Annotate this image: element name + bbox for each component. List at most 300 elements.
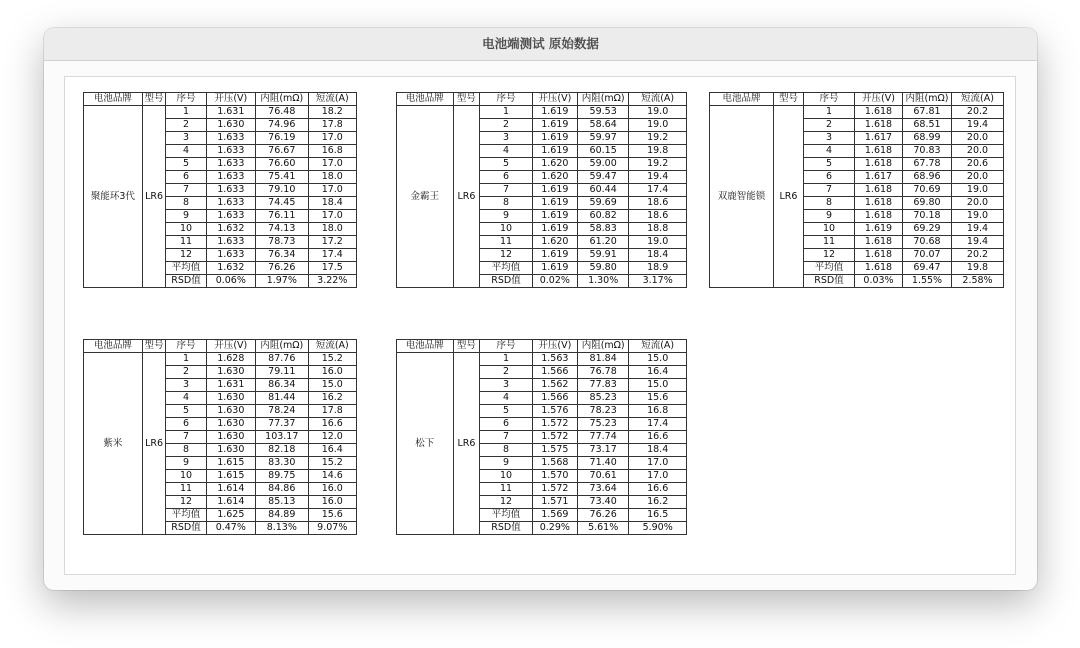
table-cell: 20.0 [952, 197, 1004, 210]
table-cell: 1.628 [206, 353, 255, 366]
table-cell: 76.26 [256, 262, 309, 275]
table-cell: 1.630 [206, 366, 255, 379]
table-cell: 20.0 [952, 145, 1004, 158]
table-cell: 2.58% [952, 275, 1004, 288]
table-cell: 70.68 [903, 236, 952, 249]
table-cell: 0.02% [532, 275, 577, 288]
table-cell: 81.44 [256, 392, 309, 405]
table-cell: 67.78 [903, 158, 952, 171]
table-cell: 15.2 [308, 457, 356, 470]
table-cell: 10 [804, 223, 855, 236]
table-cell: 76.78 [577, 366, 628, 379]
table-cell: 16.8 [629, 405, 687, 418]
table-cell: 8 [804, 197, 855, 210]
table-cell: 0.47% [206, 522, 255, 535]
table-cell: 85.23 [577, 392, 628, 405]
table-cell: 16.2 [308, 392, 356, 405]
table-cell: 79.10 [256, 184, 309, 197]
table-cell: 1.619 [532, 119, 577, 132]
table-cell: RSD值 [480, 522, 532, 535]
table-cell: 20.0 [952, 132, 1004, 145]
table-cell: 1.566 [532, 392, 577, 405]
table-cell: 87.76 [256, 353, 309, 366]
table-cell: 17.0 [629, 470, 687, 483]
table-cell: 3 [166, 379, 206, 392]
table-cell: 68.96 [903, 171, 952, 184]
table-cell: 59.00 [577, 158, 628, 171]
table-cell: 15.0 [629, 353, 687, 366]
table-cell: 1.633 [206, 158, 255, 171]
table-cell: 16.4 [308, 444, 356, 457]
table-cell: 5 [480, 158, 532, 171]
table-cell: 16.0 [308, 366, 356, 379]
column-header: 短流(A) [629, 340, 687, 353]
table-cell: 3 [480, 379, 532, 392]
table-cell: 2 [480, 366, 532, 379]
battery-table [83, 339, 357, 535]
table-cell: 18.8 [629, 223, 687, 236]
table-cell: 76.19 [256, 132, 309, 145]
table-cell: 12 [804, 249, 855, 262]
brand-cell: 双鹿智能锁 [710, 106, 774, 288]
table-cell: 19.4 [952, 223, 1004, 236]
table-cell: 70.83 [903, 145, 952, 158]
table-cell: 19.0 [952, 210, 1004, 223]
column-header: 电池品牌 [84, 340, 143, 353]
table-cell: 20.2 [952, 249, 1004, 262]
table-cell: 4 [804, 145, 855, 158]
table-cell: 1.575 [532, 444, 577, 457]
table-cell: 5.90% [629, 522, 687, 535]
table-cell: 59.47 [577, 171, 628, 184]
table-cell: 1.630 [206, 405, 255, 418]
table-cell: 73.40 [577, 496, 628, 509]
table-cell: 76.48 [256, 106, 309, 119]
table-cell: 6 [480, 418, 532, 431]
table-cell: 78.24 [256, 405, 309, 418]
table-cell: 59.53 [577, 106, 628, 119]
table-cell: 17.2 [308, 236, 356, 249]
battery-table [709, 92, 1004, 288]
table-cell: 9 [480, 210, 532, 223]
table-cell: 74.13 [256, 223, 309, 236]
table-cell: 2 [166, 119, 206, 132]
model-cell: LR6 [142, 106, 166, 288]
table-cell: 85.13 [256, 496, 309, 509]
table-cell: 58.64 [577, 119, 628, 132]
table-cell: 1.618 [855, 197, 903, 210]
table-cell: 16.2 [629, 496, 687, 509]
table-header-row [397, 93, 687, 106]
column-header: 短流(A) [308, 340, 356, 353]
table-cell: 1.619 [855, 223, 903, 236]
table-cell: 7 [166, 431, 206, 444]
table-cell: 6 [166, 171, 206, 184]
table-cell: 8 [480, 444, 532, 457]
table-cell: 1.571 [532, 496, 577, 509]
model-cell: LR6 [453, 106, 480, 288]
table-cell: 71.40 [577, 457, 628, 470]
table-cell: 18.6 [629, 210, 687, 223]
table-cell: 82.18 [256, 444, 309, 457]
table-row [397, 106, 687, 119]
table-cell: 1.631 [206, 379, 255, 392]
column-header: 内阻(mΩ) [256, 340, 309, 353]
table-cell: 1.562 [532, 379, 577, 392]
table-cell: 1.630 [206, 119, 255, 132]
table-cell: 1.618 [855, 119, 903, 132]
table-cell: 3 [804, 132, 855, 145]
table-cell: 18.0 [308, 171, 356, 184]
table-cell: 1.620 [532, 236, 577, 249]
table-cell: 1.631 [206, 106, 255, 119]
table-cell: 20.6 [952, 158, 1004, 171]
table-cell: RSD值 [166, 275, 206, 288]
table-cell: 16.6 [308, 418, 356, 431]
table-cell: 1.618 [855, 262, 903, 275]
table-cell: 19.0 [629, 119, 687, 132]
table-cell: 0.06% [206, 275, 255, 288]
table-cell: 1.614 [206, 496, 255, 509]
brand-cell: 聚能环3代 [84, 106, 143, 288]
column-header: 内阻(mΩ) [256, 93, 309, 106]
table-cell: 1.617 [855, 132, 903, 145]
table-cell: 60.82 [577, 210, 628, 223]
table-cell: 8 [480, 197, 532, 210]
table-cell: 8 [166, 444, 206, 457]
table-cell: 16.8 [308, 145, 356, 158]
column-header: 序号 [166, 340, 206, 353]
table-cell: 2 [804, 119, 855, 132]
table-cell: 74.45 [256, 197, 309, 210]
model-cell: LR6 [453, 353, 480, 535]
table-cell: 12 [166, 496, 206, 509]
table-cell: 76.34 [256, 249, 309, 262]
table-cell: 16.0 [308, 483, 356, 496]
brand-cell: 紫米 [84, 353, 143, 535]
table-row [397, 353, 687, 366]
table-cell: 5 [804, 158, 855, 171]
table-cell: 0.29% [532, 522, 577, 535]
table-cell: 77.83 [577, 379, 628, 392]
table-cell: 4 [166, 392, 206, 405]
table-cell: 1.632 [206, 223, 255, 236]
table-row [84, 353, 357, 366]
column-header: 开压(V) [206, 340, 255, 353]
table-cell: 1 [480, 353, 532, 366]
table-cell: 15.0 [308, 379, 356, 392]
table-cell: 10 [480, 223, 532, 236]
table-cell: 19.0 [629, 236, 687, 249]
table-cell: 1 [804, 106, 855, 119]
table-cell: 18.4 [308, 197, 356, 210]
table-cell: 1.620 [532, 158, 577, 171]
table-cell: 1.572 [532, 431, 577, 444]
table-cell: 77.37 [256, 418, 309, 431]
table-cell: 75.23 [577, 418, 628, 431]
table-cell: 1.620 [532, 171, 577, 184]
table-row [84, 106, 357, 119]
table-cell: 17.0 [629, 457, 687, 470]
table-cell: 5 [166, 405, 206, 418]
table-cell: 4 [166, 145, 206, 158]
table-cell: 18.9 [629, 262, 687, 275]
table-cell: 1.55% [903, 275, 952, 288]
table-cell: 19.4 [952, 119, 1004, 132]
table-cell: 1.619 [532, 249, 577, 262]
table-cell: 5.61% [577, 522, 628, 535]
column-header: 型号 [774, 93, 804, 106]
table-cell: 1.569 [532, 509, 577, 522]
table-cell: 81.84 [577, 353, 628, 366]
table-cell: 17.0 [308, 184, 356, 197]
table-row [710, 106, 1004, 119]
table-cell: 1.619 [532, 197, 577, 210]
table-cell: 7 [166, 184, 206, 197]
table-cell: 18.6 [629, 197, 687, 210]
table-cell: 12 [166, 249, 206, 262]
column-header: 开压(V) [532, 93, 577, 106]
table-cell: 69.80 [903, 197, 952, 210]
column-header: 内阻(mΩ) [577, 93, 628, 106]
table-cell: 19.8 [629, 145, 687, 158]
table-cell: 16.0 [308, 496, 356, 509]
table-cell: 17.4 [308, 249, 356, 262]
table-cell: 9 [480, 457, 532, 470]
brand-cell: 金霸王 [397, 106, 454, 288]
table-cell: 17.0 [308, 158, 356, 171]
table-cell: 17.8 [308, 405, 356, 418]
column-header: 电池品牌 [710, 93, 774, 106]
column-header: 型号 [142, 340, 166, 353]
table-cell: 78.23 [577, 405, 628, 418]
table-header-row [84, 340, 357, 353]
table-cell: 1.97% [256, 275, 309, 288]
column-header: 型号 [142, 93, 166, 106]
table-cell: 19.0 [952, 184, 1004, 197]
table-cell: 1.618 [855, 145, 903, 158]
table-cell: 15.2 [308, 353, 356, 366]
window-title: 电池端测试 原始数据 [44, 28, 1037, 61]
table-cell: 19.8 [952, 262, 1004, 275]
app-window [44, 28, 1037, 590]
table-cell: 1.572 [532, 418, 577, 431]
table-cell: 1.618 [855, 236, 903, 249]
table-cell: 17.8 [308, 119, 356, 132]
table-cell: 12 [480, 249, 532, 262]
brand-cell: 松下 [397, 353, 454, 535]
table-cell: 17.0 [308, 132, 356, 145]
table-cell: 11 [480, 483, 532, 496]
table-cell: 1.630 [206, 431, 255, 444]
table-cell: 平均值 [480, 509, 532, 522]
column-header: 内阻(mΩ) [903, 93, 952, 106]
battery-table [83, 92, 357, 288]
table-cell: 17.5 [308, 262, 356, 275]
table-cell: 1.568 [532, 457, 577, 470]
table-header-row [710, 93, 1004, 106]
column-header: 短流(A) [308, 93, 356, 106]
table-cell: 1.566 [532, 366, 577, 379]
table-cell: RSD值 [480, 275, 532, 288]
table-cell: 1.615 [206, 470, 255, 483]
table-cell: 1.633 [206, 210, 255, 223]
table-cell: 1.630 [206, 418, 255, 431]
column-header: 内阻(mΩ) [577, 340, 628, 353]
table-cell: 12.0 [308, 431, 356, 444]
table-cell: 2 [166, 366, 206, 379]
table-cell: 86.34 [256, 379, 309, 392]
table-cell: 1.630 [206, 392, 255, 405]
table-cell: 4 [480, 392, 532, 405]
table-cell: 74.96 [256, 119, 309, 132]
table-header-row [84, 93, 357, 106]
table-cell: 6 [166, 418, 206, 431]
table-cell: 3 [480, 132, 532, 145]
table-cell: 3.17% [629, 275, 687, 288]
table-cell: 84.89 [256, 509, 309, 522]
table-cell: 1.618 [855, 158, 903, 171]
column-header: 电池品牌 [397, 340, 454, 353]
table-header-row [397, 340, 687, 353]
table-cell: 1.619 [532, 184, 577, 197]
table-cell: 7 [480, 184, 532, 197]
table-cell: 76.11 [256, 210, 309, 223]
table-cell: 1.630 [206, 444, 255, 457]
table-cell: 70.61 [577, 470, 628, 483]
table-cell: 3.22% [308, 275, 356, 288]
column-header: 开压(V) [532, 340, 577, 353]
table-cell: 1.615 [206, 457, 255, 470]
table-cell: 73.64 [577, 483, 628, 496]
column-header: 电池品牌 [397, 93, 454, 106]
table-cell: 11 [166, 236, 206, 249]
table-cell: 1.633 [206, 197, 255, 210]
table-cell: 19.2 [629, 158, 687, 171]
table-cell: 6 [480, 171, 532, 184]
table-cell: 70.69 [903, 184, 952, 197]
table-cell: 16.6 [629, 431, 687, 444]
column-header: 序号 [804, 93, 855, 106]
table-cell: 1.633 [206, 171, 255, 184]
table-cell: 18.2 [308, 106, 356, 119]
table-cell: 20.2 [952, 106, 1004, 119]
table-cell: 69.47 [903, 262, 952, 275]
table-cell: 18.4 [629, 249, 687, 262]
table-cell: 1.633 [206, 132, 255, 145]
table-cell: 59.91 [577, 249, 628, 262]
column-header: 短流(A) [629, 93, 687, 106]
table-cell: 1.633 [206, 184, 255, 197]
table-cell: 70.18 [903, 210, 952, 223]
table-cell: 59.97 [577, 132, 628, 145]
table-cell: 60.15 [577, 145, 628, 158]
table-cell: 60.44 [577, 184, 628, 197]
table-cell: 11 [166, 483, 206, 496]
column-header: 型号 [453, 93, 480, 106]
table-cell: 1.570 [532, 470, 577, 483]
table-cell: 1 [166, 106, 206, 119]
table-cell: 16.4 [629, 366, 687, 379]
table-cell: 1.619 [532, 145, 577, 158]
table-cell: 11 [804, 236, 855, 249]
table-cell: 10 [480, 470, 532, 483]
table-cell: 1.618 [855, 210, 903, 223]
table-cell: 平均值 [804, 262, 855, 275]
table-cell: 9 [804, 210, 855, 223]
table-cell: 1.619 [532, 132, 577, 145]
table-cell: 1.30% [577, 275, 628, 288]
table-cell: 7 [804, 184, 855, 197]
table-cell: 103.17 [256, 431, 309, 444]
column-header: 型号 [453, 340, 480, 353]
table-cell: 19.0 [629, 106, 687, 119]
table-cell: 78.73 [256, 236, 309, 249]
table-cell: 58.83 [577, 223, 628, 236]
table-cell: 1.617 [855, 171, 903, 184]
sheet-area [64, 76, 1016, 575]
table-cell: 16.6 [629, 483, 687, 496]
table-cell: 19.4 [629, 171, 687, 184]
table-cell: 15.6 [308, 509, 356, 522]
table-cell: 1 [166, 353, 206, 366]
table-cell: 9.07% [308, 522, 356, 535]
table-cell: 1.618 [855, 106, 903, 119]
table-cell: 84.86 [256, 483, 309, 496]
table-cell: 4 [480, 145, 532, 158]
table-cell: 1.625 [206, 509, 255, 522]
column-header: 序号 [166, 93, 206, 106]
table-cell: 1.632 [206, 262, 255, 275]
table-cell: 15.6 [629, 392, 687, 405]
table-cell: 61.20 [577, 236, 628, 249]
table-cell: 1.614 [206, 483, 255, 496]
table-cell: 3 [166, 132, 206, 145]
table-cell: 11 [480, 236, 532, 249]
table-cell: 9 [166, 457, 206, 470]
table-cell: 67.81 [903, 106, 952, 119]
table-cell: 17.4 [629, 418, 687, 431]
column-header: 序号 [480, 93, 532, 106]
table-cell: 1.633 [206, 145, 255, 158]
table-cell: 7 [480, 431, 532, 444]
table-cell: 1.633 [206, 249, 255, 262]
table-cell: 19.4 [952, 236, 1004, 249]
model-cell: LR6 [774, 106, 804, 288]
table-cell: 79.11 [256, 366, 309, 379]
table-cell: 70.07 [903, 249, 952, 262]
table-cell: 10 [166, 470, 206, 483]
battery-table [396, 92, 687, 288]
table-cell: 89.75 [256, 470, 309, 483]
table-cell: 75.41 [256, 171, 309, 184]
table-cell: 59.80 [577, 262, 628, 275]
table-cell: 1.618 [855, 249, 903, 262]
table-cell: 6 [804, 171, 855, 184]
table-cell: RSD值 [804, 275, 855, 288]
table-cell: 1.619 [532, 223, 577, 236]
table-cell: 1.619 [532, 106, 577, 119]
table-cell: 76.60 [256, 158, 309, 171]
table-cell: 1 [480, 106, 532, 119]
column-header: 序号 [480, 340, 532, 353]
table-cell: 8 [166, 197, 206, 210]
table-cell: 平均值 [480, 262, 532, 275]
table-cell: 平均值 [166, 509, 206, 522]
table-cell: 1.563 [532, 353, 577, 366]
table-cell: 68.99 [903, 132, 952, 145]
table-cell: 5 [480, 405, 532, 418]
